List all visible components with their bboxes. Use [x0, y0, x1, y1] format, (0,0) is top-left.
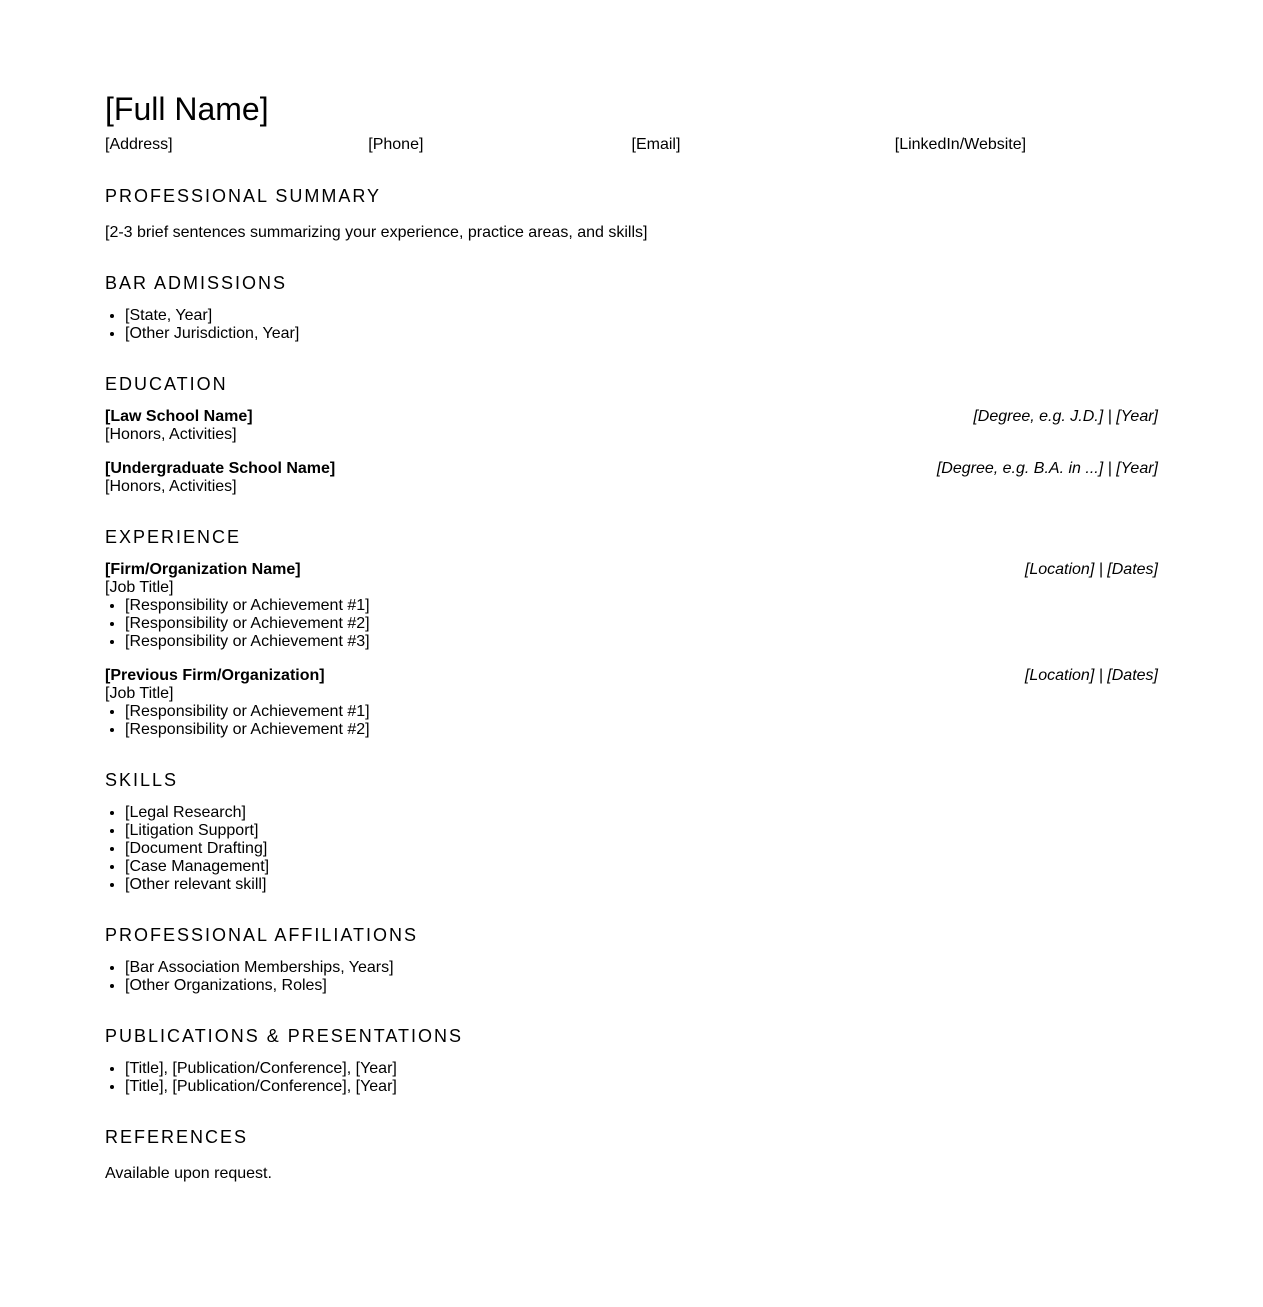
list-item: • [Document Drafting]	[125, 840, 1178, 858]
affiliations-list	[105, 959, 1178, 995]
section-title-publications: PUBLICATIONS & PRESENTATIONS	[105, 1026, 464, 1046]
list-item: • [State, Year]	[125, 307, 1178, 325]
section-title-summary: PROFESSIONAL SUMMARY	[105, 186, 382, 206]
section-title-experience: EXPERIENCE	[105, 527, 242, 547]
references-text: Available upon request.	[105, 1165, 272, 1182]
list-item: • [Title], [Publication/Conference], [Year]	[125, 1060, 1178, 1078]
section-title-references: REFERENCES	[105, 1127, 249, 1147]
list-item: • [Responsibility or Achievement #1]	[125, 597, 1158, 615]
location-dates: [Location] | [Dates]	[1024, 667, 1158, 684]
bar-list	[105, 307, 1178, 343]
section-title-affiliations: PROFESSIONAL AFFILIATIONS	[105, 925, 419, 945]
honors: [Honors, Activities]	[105, 426, 237, 443]
list-item: • [Bar Association Memberships, Years]	[125, 959, 1178, 977]
list-item: • [Title], [Publication/Conference], [Year]	[125, 1078, 1178, 1096]
education-entry	[105, 408, 1158, 444]
skills-list	[105, 804, 1178, 894]
education-entry	[105, 460, 1158, 496]
section-title-bar: BAR ADMISSIONS	[105, 273, 288, 293]
phone: [Phone]	[368, 136, 424, 153]
honors: [Honors, Activities]	[105, 478, 237, 495]
publications-list	[105, 1060, 1178, 1096]
job-title: [Job Title]	[105, 579, 174, 596]
list-item: • [Case Management]	[125, 858, 1178, 876]
address: [Address]	[105, 136, 173, 153]
list-item: • [Other relevant skill]	[125, 876, 1178, 894]
section-title-skills: SKILLS	[105, 770, 179, 790]
contact-info	[105, 136, 1158, 154]
list-item: • [Other Organizations, Roles]	[125, 977, 1178, 995]
website: [LinkedIn/Website]	[894, 136, 1027, 153]
full-name: [Full Name]	[105, 91, 269, 127]
list-item: • [Responsibility or Achievement #2]	[125, 615, 1158, 633]
email: [Email]	[631, 136, 681, 153]
list-item: • [Other Jurisdiction, Year]	[125, 325, 1178, 343]
degree: [Degree, e.g. B.A. in ...] | [Year]	[936, 460, 1158, 477]
experience-entry	[105, 667, 1158, 739]
experience-entry	[105, 561, 1158, 651]
org-name: [Firm/Organization Name]	[105, 561, 301, 578]
list-item: • [Responsibility or Achievement #1]	[125, 703, 1158, 721]
section-title-education: EDUCATION	[105, 374, 228, 394]
org-name: [Previous Firm/Organization]	[105, 667, 325, 684]
summary-text: [2-3 brief sentences summarizing your experience, practice areas, and skills]	[105, 224, 648, 241]
responsibility-list	[105, 703, 1158, 739]
school-name: [Law School Name]	[105, 408, 253, 425]
list-item: • [Responsibility or Achievement #2]	[125, 721, 1158, 739]
list-item: • [Legal Research]	[125, 804, 1178, 822]
resume	[105, 90, 1158, 1182]
list-item: • [Litigation Support]	[125, 822, 1178, 840]
school-name: [Undergraduate School Name]	[105, 460, 336, 477]
list-item: • [Responsibility or Achievement #3]	[125, 633, 1158, 651]
degree: [Degree, e.g. J.D.] | [Year]	[973, 408, 1158, 425]
responsibility-list	[105, 597, 1158, 651]
job-title: [Job Title]	[105, 685, 174, 702]
location-dates: [Location] | [Dates]	[1024, 561, 1158, 578]
